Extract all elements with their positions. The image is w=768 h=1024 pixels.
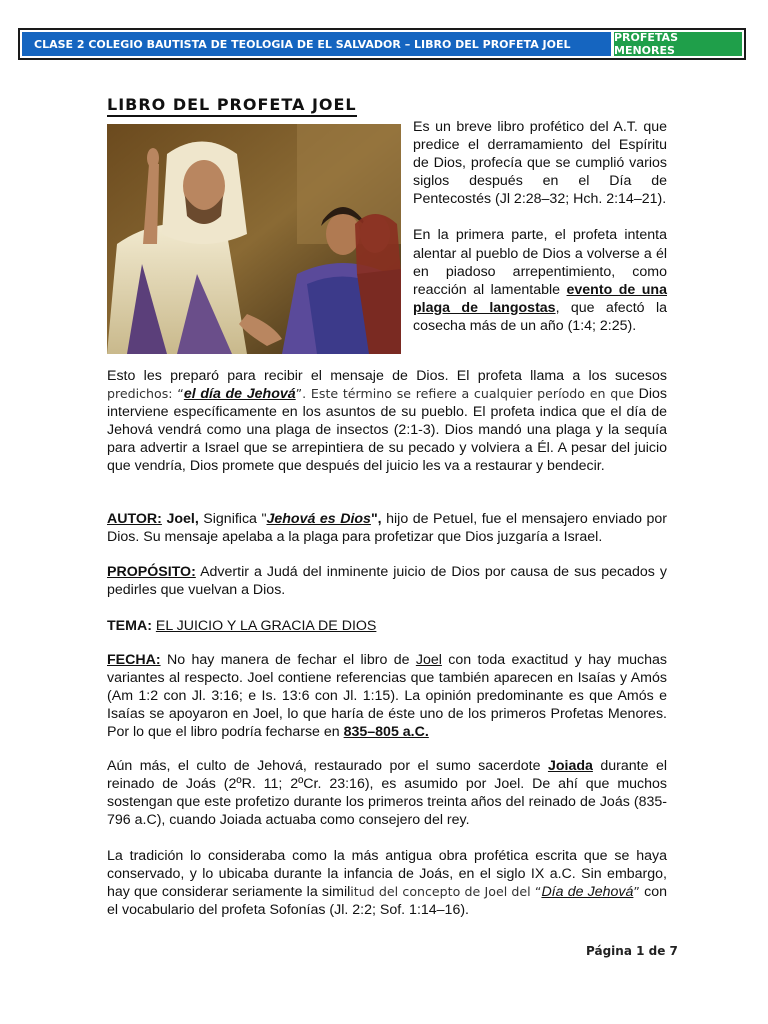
date-text-a: No hay manera de fechar el libro de (160, 652, 416, 668)
day-of-jehovah-text (107, 367, 667, 476)
theme-section (107, 617, 667, 635)
date-text-b: con toda exactitud y hay muchas variantes al respecto. Joel contiene referencias que también aparecen en Isaías y Amós (Am 1:2 con Jl. 3:16; e Is. 13:6 con Jl. 1:15). La opinión predominante es que Amós e Isaías se apoyaron en Joel, lo que haría de éste uno de los primeros Profetas Menores. Por lo que el libro podría fecharse en (107, 652, 668, 741)
author-text (107, 510, 667, 546)
page-number: Página 1 de 7 (586, 944, 678, 958)
joiada-name: Joiada (547, 758, 593, 774)
author-name-meaning: Jehová es Dios (266, 511, 371, 527)
date-text (107, 651, 667, 741)
joiada-text-b: durante el reinado de Joás (2ºR. 11; 2ºCr. 23:16), es asumido por Joel. De ahí que muchos sostengan que este profetizo durante los primeros treinta años del reinado de Joás (835-796 a.C), cuando Joiada actuaba como consejero del rey. (107, 758, 667, 829)
author-text-b: ", (370, 511, 382, 527)
date-range: 835–805 a.C. (343, 724, 429, 741)
para3-text-c: ”. Este término se refiere a cualquier período en que (295, 386, 634, 402)
theme-label: TEMA: (107, 618, 152, 634)
tradition-section (107, 847, 667, 919)
author-name: Joel, (161, 511, 199, 527)
purpose-body: Advertir a Judá del inminente juicio de Dios por causa de sus pecados y pedirles que vuelvan a Dios. (107, 564, 667, 599)
purpose-section (107, 563, 667, 599)
intro-p2-text-a: En la primera parte, el profeta intenta alentar al pueblo de Dios a volverse a él en piadoso arrepentimiento, como reacción al lamentable (413, 227, 667, 298)
joiada-section (107, 757, 667, 829)
purpose-text (107, 563, 667, 599)
intro-paragraph-2 (413, 226, 667, 335)
prophet-illustration (107, 124, 401, 354)
author-label: AUTOR: (107, 511, 162, 527)
intro-column (413, 118, 667, 335)
joel-link: Joel (415, 652, 442, 668)
day-of-jehovah-term: el día de Jehová (183, 386, 296, 403)
joiada-text (107, 757, 667, 829)
date-label: FECHA: (107, 652, 161, 668)
locust-plague-emphasis: evento de una plaga de langostas (413, 281, 667, 316)
tradition-text-a: La tradición lo consideraba como la más antigua obra profética escrita que se haya conservado, y lo ubicaba durante la infancia de Joás, en el siglo IX a.C. Sin embargo, hay que considerar seriamente la simil (107, 848, 667, 901)
section-label: PROFETAS MENORES (614, 32, 742, 56)
joiada-text-a: Aún más, el culto de Jehová, restaurado por el sumo sacerdote (107, 758, 548, 774)
theme-text (107, 617, 667, 635)
purpose-label: PROPÓSITO: (107, 564, 196, 580)
tradition-text-c: ” (633, 884, 640, 900)
tradition-text-b: itud del concepto de Joel del “ (350, 884, 542, 900)
theme-value: EL JUICIO Y LA GRACIA DE DIOS (155, 618, 377, 634)
tradition-text-d: con el vocabulario del profeta Sofonías (Jl. 2:2; Sof. 1:14–16). (107, 884, 667, 919)
author-section (107, 510, 667, 546)
para3-text-a: Esto les preparó para recibir el mensaje de Dios. El profeta llama a los sucesos (107, 368, 667, 384)
para3-text-d: Dios interviene específicamente en los asuntos de su pueblo. El profeta indica que el día de Jehová vendrá como una plaga de insectos (2:1-3). Dios mandó una plaga y la sequía para advertir a Israel que se arrepintiera de su pecado y volviera a Él. A pesar del juicio que vendría, Dios promete que después del juicio les va a restaurar y bendecir. (107, 386, 667, 475)
author-text-a: Significa " (198, 511, 267, 527)
document-title: LIBRO DEL PROFETA JOEL (107, 96, 357, 117)
date-section (107, 651, 667, 741)
author-text-c: hijo de Petuel, fue el mensajero enviado por Dios. Su mensaje apelaba a la plaga para profetizar que Dios juzgaría a Israel. (107, 511, 668, 546)
paragraph-day-of-jehovah (107, 367, 667, 476)
intro-paragraph-1: Es un breve libro profético del A.T. que predice el derramamiento del Espíritu de Dios, profecía que se cumplió varios siglos después en el Día de Pentecostés (Jl 2:28–32; Hch. 2:14–21). (413, 119, 667, 208)
course-title: CLASE 2 COLEGIO BAUTISTA DE TEOLOGIA DE EL SALVADOR – LIBRO DEL PROFETA JOEL (22, 32, 611, 56)
intro-p2-text-b: , que afectó la cosecha más de un año (1:4; 2:25). (413, 299, 667, 334)
tradition-text (107, 847, 667, 919)
day-of-jehovah-term-2: Día de Jehová (541, 884, 634, 901)
document-header (18, 28, 746, 60)
para3-text-b: predichos: “ (107, 386, 184, 402)
